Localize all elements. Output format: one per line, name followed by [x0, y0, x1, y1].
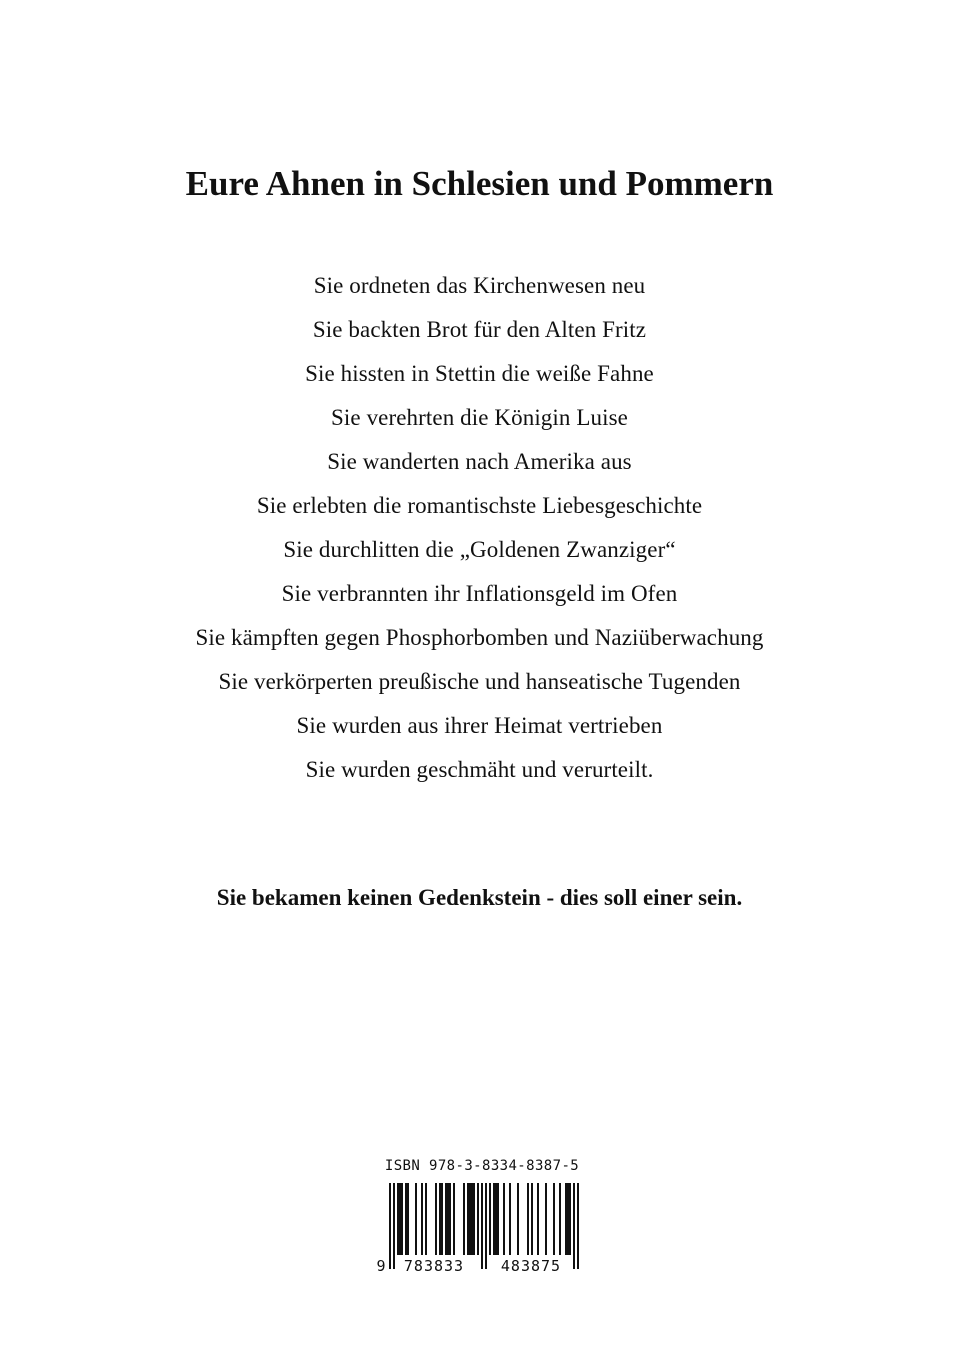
- poem-line: Sie wanderten nach Amerika aus: [327, 449, 632, 474]
- poem-line: Sie backten Brot für den Alten Fritz: [312, 317, 647, 342]
- barcode-bar: [493, 1183, 495, 1255]
- barcode-digits-left: 783833: [403, 1257, 465, 1273]
- barcode-bar: [407, 1183, 409, 1255]
- barcode-bar: [553, 1183, 555, 1255]
- barcode-guard-bar: [393, 1183, 395, 1269]
- barcode-digit-first: 9: [376, 1257, 386, 1273]
- barcode-bar: [527, 1183, 529, 1255]
- barcode-bar: [503, 1183, 505, 1255]
- poem-line: Sie erlebten die romantischste Liebesgeschichte: [256, 493, 703, 518]
- barcode-digits-right: 483875: [500, 1257, 562, 1273]
- barcode-guard-bar: [573, 1183, 575, 1269]
- poem-line: Sie verbrannten ihr Inflationsgeld im Ofen: [281, 581, 678, 606]
- barcode-bar: [477, 1183, 479, 1255]
- barcode-graphic: [375, 1183, 589, 1273]
- poem-line: Sie wurden geschmäht und verurteilt.: [305, 757, 654, 782]
- barcode-bar: [453, 1183, 455, 1255]
- barcode-bar: [399, 1183, 401, 1255]
- barcode-bar: [473, 1183, 475, 1255]
- barcode-bar: [471, 1183, 473, 1255]
- barcode-bar: [517, 1183, 519, 1255]
- barcode-guard-bar: [485, 1183, 487, 1269]
- barcode-bar: [467, 1183, 469, 1255]
- barcode-bar: [425, 1183, 427, 1255]
- isbn-barcode: [375, 1155, 589, 1273]
- barcode-guard-bar: [577, 1183, 579, 1269]
- barcode-bar: [537, 1183, 539, 1255]
- barcode-bar: [449, 1183, 451, 1255]
- barcode-bar: [447, 1183, 449, 1255]
- barcode-bar: [545, 1183, 547, 1255]
- barcode-bar: [445, 1183, 447, 1255]
- barcode-bar: [463, 1183, 465, 1255]
- barcode-bar: [495, 1183, 497, 1255]
- barcode-bar: [569, 1183, 571, 1255]
- barcode-bar: [421, 1183, 423, 1255]
- poem-line: Sie kämpften gegen Phosphorbomben und Naziüberwachung: [195, 625, 764, 650]
- barcode-guard-bar: [389, 1183, 391, 1269]
- poem-line: Sie ordneten das Kirchenwesen neu: [313, 273, 646, 298]
- barcode-bar: [565, 1183, 567, 1255]
- barcode-bar: [441, 1183, 443, 1255]
- barcode-bar: [401, 1183, 403, 1255]
- poem-line: Sie verehrten die Königin Luise: [331, 405, 628, 430]
- poem-line: Sie hissten in Stettin die weiße Fahne: [305, 361, 654, 386]
- barcode-bar: [567, 1183, 569, 1255]
- barcode-bar: [469, 1183, 471, 1255]
- barcode-bar: [497, 1183, 499, 1255]
- isbn-label: ISBN 978-3-8334-8387-5: [384, 1158, 580, 1174]
- barcode-guard-bar: [481, 1183, 483, 1269]
- closing-statement: Sie bekamen keinen Gedenkstein - dies soll einer sein.: [216, 885, 743, 910]
- barcode-bar: [559, 1183, 561, 1255]
- poem-lines: [0, 266, 959, 794]
- barcode-bar: [439, 1183, 441, 1255]
- barcode-bar: [531, 1183, 533, 1255]
- barcode-bar: [397, 1183, 399, 1255]
- poem-line: Sie durchlitten die „Goldenen Zwanziger“: [283, 537, 676, 562]
- poem-line: Sie wurden aus ihrer Heimat vertrieben: [296, 713, 663, 738]
- barcode-bar: [415, 1183, 417, 1255]
- barcode-bar: [405, 1183, 407, 1255]
- barcode-bar: [435, 1183, 437, 1255]
- barcode-bar: [509, 1183, 511, 1255]
- page-title: Eure Ahnen in Schlesien und Pommern: [185, 164, 774, 203]
- barcode-bar: [489, 1183, 491, 1255]
- poem-line: Sie verkörperten preußische und hanseatische Tugenden: [218, 669, 741, 694]
